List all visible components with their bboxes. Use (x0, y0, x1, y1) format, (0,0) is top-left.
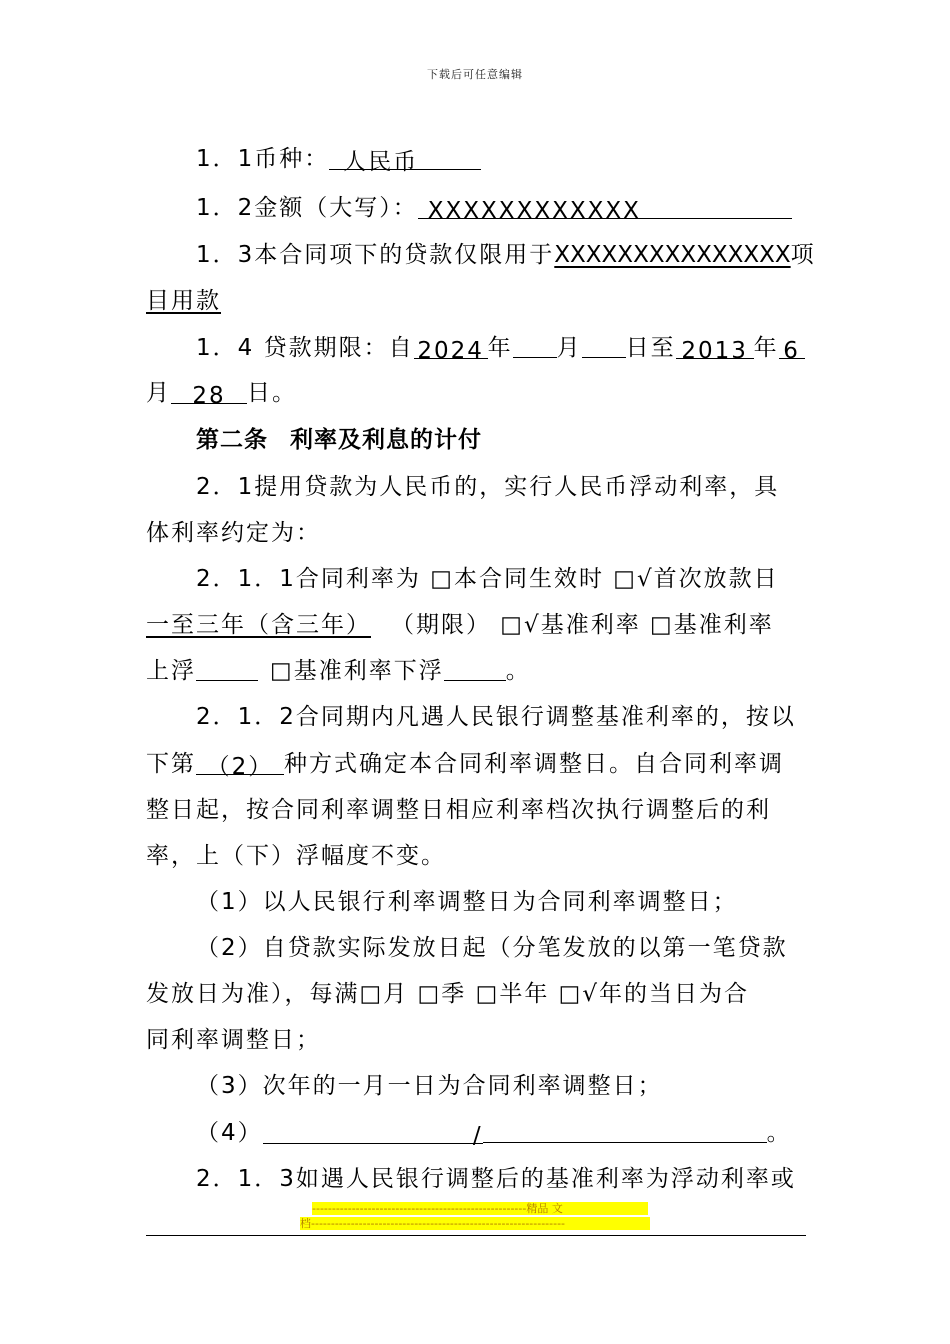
option-1 (196, 887, 738, 917)
clause-2-1-2-line4 (146, 841, 446, 871)
option-text: 同利率调整日； (146, 1027, 321, 1053)
clause-number: 2．1．1 (196, 566, 296, 592)
article-subtitle: 利率及利息的计付 (290, 427, 482, 453)
option-2-line2 (146, 979, 749, 1009)
footer-watermark-line2: 档---------------------------------------------------------------- (300, 1217, 650, 1230)
clause-2-1-1-line3 (146, 656, 531, 686)
clause-number: 2．1 (196, 474, 255, 500)
purpose-value: XXXXXXXXXXXXXXX (554, 242, 791, 268)
clause-text: 项 (790, 242, 816, 268)
amount-field (418, 196, 792, 224)
currency-field (329, 147, 481, 175)
end-year-field (676, 336, 754, 364)
option-text: 发放日为准），每满□月 □季 □半年 □√年的当日为合 (146, 981, 750, 1007)
clause-1-1 (196, 144, 481, 174)
option-text: （2）自贷款实际发放日起（分笔发放的以第一笔贷款 (196, 935, 788, 961)
clause-2-1-1-line2 (146, 610, 774, 640)
clause-2-1-1 (196, 564, 779, 594)
article-title: 第二条 (196, 427, 268, 453)
footer-divider (146, 1235, 806, 1236)
clause-2-1 (196, 472, 779, 502)
clause-text: 率，上（下）浮幅度不变。 (146, 843, 446, 869)
period-value: 一至三年（含三年） (146, 612, 371, 638)
clause-text: 贷款期限：自 (263, 335, 414, 361)
clause-number: 2．1．2 (196, 704, 296, 730)
clause-text: 。 (505, 658, 531, 684)
clause-2-1-2-line2 (146, 749, 784, 779)
clause-1-4 (196, 333, 805, 363)
clause-text: 合同利率为 □本合同生效时 □√首次放款日 (295, 566, 779, 592)
clause-number: 1．3 (196, 242, 255, 268)
option-4-blank-b (483, 1120, 767, 1143)
year-label: 年 (753, 335, 779, 361)
start-year-field (414, 336, 488, 364)
option-3 (196, 1071, 663, 1101)
month-label: 月 (146, 380, 171, 406)
option-4 (196, 1118, 792, 1148)
clause-2-1-3 (196, 1164, 796, 1194)
clause-text: 本合同项下的贷款仅限用于 (254, 242, 555, 268)
end-day-field (171, 381, 247, 409)
clause-1-3 (196, 240, 816, 270)
clause-2-1-line2 (146, 518, 321, 548)
clause-text: 整日起，按合同利率调整日相应利率档次执行调整后的利 (146, 797, 771, 823)
clause-1-2 (196, 193, 792, 223)
clause-number: 2．1．3 (196, 1166, 296, 1192)
end-year-value: 2013 (681, 338, 748, 364)
clause-label: 币种： (254, 146, 330, 172)
year-label: 年 (487, 335, 513, 361)
option-value: （2） (206, 754, 274, 780)
option-2 (196, 933, 788, 963)
option-field (196, 752, 284, 780)
footer-watermark-line1: ------------------------------------------------------精品 文 (312, 1202, 648, 1215)
option-4-blank-a (263, 1121, 483, 1149)
clause-number: 1．2 (196, 195, 255, 221)
clause-text: 日至 (625, 335, 676, 361)
clause-text: 如遇人民银行调整后的基准利率为浮动利率或 (295, 1166, 796, 1192)
clause-1-3-line2 (146, 286, 221, 316)
end-month-value: 6 (783, 338, 800, 364)
option-text: （3）次年的一月一日为合同利率调整日； (196, 1073, 663, 1099)
purpose-suffix: 目用款 (146, 288, 221, 314)
start-month-blank (513, 335, 557, 358)
start-year-value: 2024 (417, 338, 484, 364)
float-down-label: □基准利率下浮 (270, 658, 444, 684)
clause-label: 金额（大写）： (254, 195, 418, 221)
clause-text: 种方式确定本合同利率调整日。自合同利率调 (284, 751, 784, 777)
clause-number: 1．1 (196, 146, 255, 172)
option-2-line3 (146, 1025, 321, 1055)
option-text: 。 (766, 1120, 792, 1146)
clause-text: 合同期内凡遇人民银行调整基准利率的，按以 (295, 704, 796, 730)
amount-value: XXXXXXXXXXXX (427, 198, 641, 224)
clause-number: 1．4 (196, 335, 255, 361)
header-note: 下载后可任意编辑 (427, 68, 523, 81)
float-down-blank (444, 658, 506, 681)
end-month-field (779, 336, 805, 364)
option-separator: / (472, 1123, 483, 1149)
start-day-blank (582, 335, 626, 358)
clause-2-1-2 (196, 702, 796, 732)
month-label: 月 (556, 335, 582, 361)
clause-text: 体利率约定为： (146, 520, 321, 546)
end-day-value: 28 (192, 383, 226, 409)
float-up-label: 上浮 (146, 658, 196, 684)
clause-text: （期限） □√基准利率 □基准利率 (391, 612, 774, 638)
clause-2-1-2-line3 (146, 795, 771, 825)
article-2-heading (196, 425, 482, 455)
clause-text: 下第 (146, 751, 196, 777)
clause-text: 提用贷款为人民币的，实行人民币浮动利率，具 (254, 474, 780, 500)
currency-value: 人民币 (343, 149, 419, 175)
option-label: （4） (196, 1120, 263, 1146)
clause-text: 日。 (247, 380, 297, 406)
clause-1-4-line2 (146, 378, 297, 408)
float-up-blank (196, 658, 258, 681)
option-text: （1）以人民银行利率调整日为合同利率调整日； (196, 889, 738, 915)
